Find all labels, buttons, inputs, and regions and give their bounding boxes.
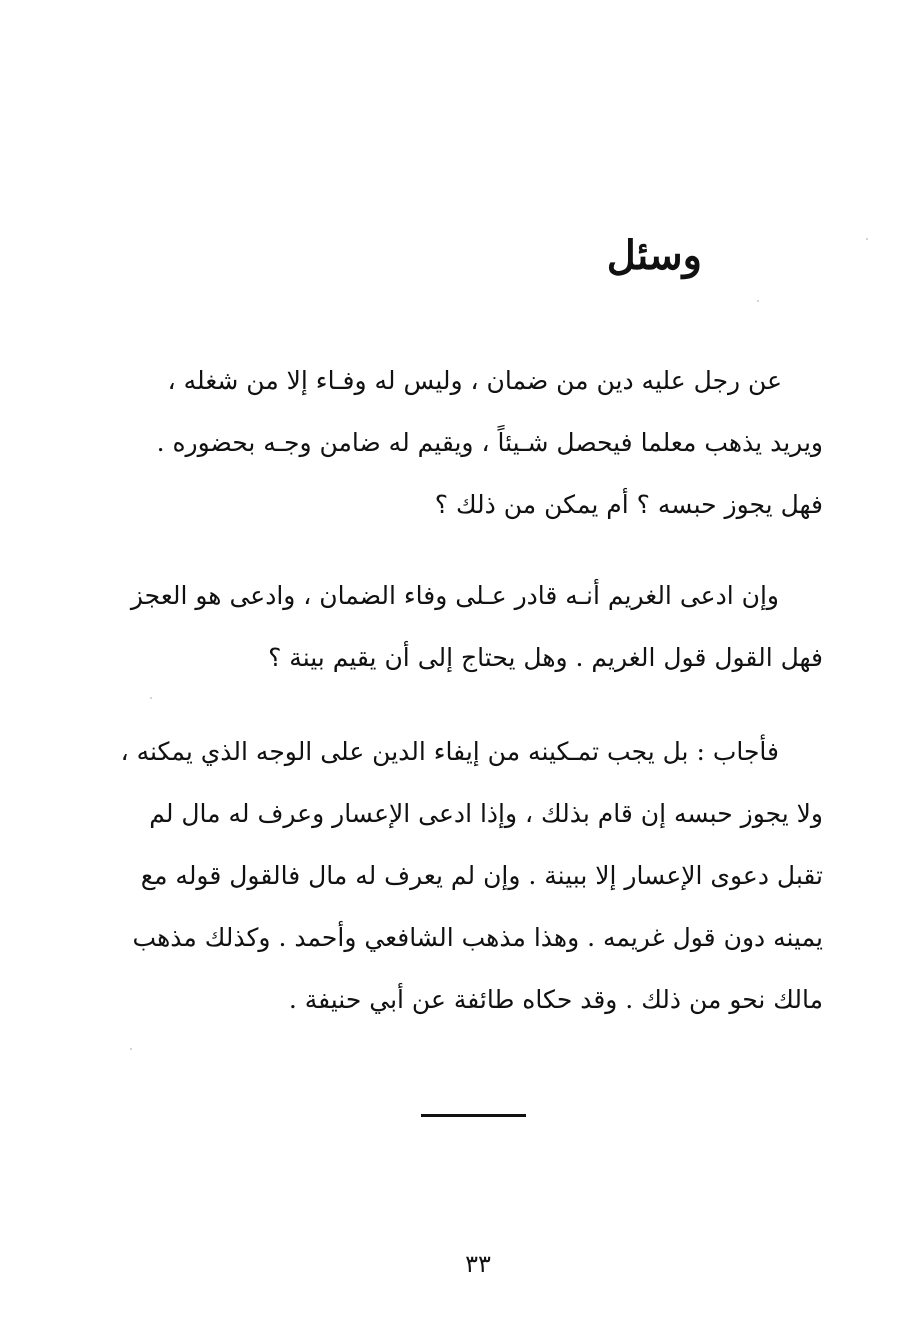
- scan-speck: [130, 1048, 132, 1050]
- answer-line-5: مالك نحو من ذلك . وقد حكاه طائفة عن أبي حنيفة .: [288, 985, 823, 1014]
- page-number: ٣٣: [465, 1250, 491, 1278]
- question-line-2: ويريد يذهب معلما فيحصل شـيئاً ، ويقيم له ضامن وجـه بحضوره .: [156, 428, 823, 457]
- scan-speck: [757, 300, 759, 302]
- answer-line-3: تقبل دعوى الإعسار إلا ببينة . وإن لم يعرف له مال فالقول قوله مع: [140, 861, 823, 890]
- section-divider: [421, 1114, 526, 1117]
- scan-speck: [866, 238, 868, 240]
- scan-speck: [150, 697, 152, 699]
- followup-line-1: وإن ادعى الغريم أنـه قادر عـلى وفاء الضمان ، وادعى هو العجز: [130, 581, 779, 610]
- answer-line-2: ولا يجوز حبسه إن قام بذلك ، وإذا ادعى الإعسار وعرف له مال لم: [149, 799, 823, 828]
- question-line-1: عن رجل عليه دين من ضمان ، وليس له وفـاء إلا من شغله ،: [167, 366, 782, 395]
- followup-line-2: فهل القول قول الغريم . وهل يحتاج إلى أن يقيم بينة ؟: [268, 643, 823, 672]
- question-line-3: فهل يجوز حبسه ؟ أم يمكن من ذلك ؟: [434, 490, 823, 519]
- answer-line-1: فأجاب : بل يجب تمـكينه من إيفاء الدين على الوجه الذي يمكنه ،: [120, 737, 779, 766]
- section-heading: وسئل: [606, 232, 702, 279]
- answer-line-4: يمينه دون قول غريمه . وهذا مذهب الشافعي وأحمد . وكذلك مذهب: [132, 923, 823, 952]
